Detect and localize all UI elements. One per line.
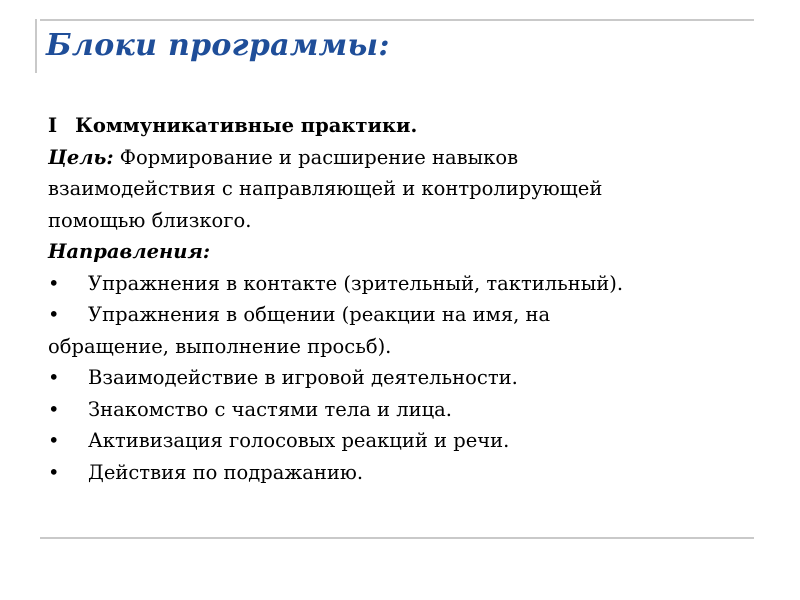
list-item: [48, 394, 768, 426]
goal-line-2: взаимодействия с направляющей и контролирующей: [48, 177, 603, 200]
bullet-icon: •: [48, 429, 60, 452]
list-item-text: Активизация голосовых реакций и речи.: [88, 429, 510, 452]
list-item: [48, 299, 768, 331]
section-heading-line: [48, 110, 768, 142]
list-item-text: Знакомство с частями тела и лица.: [88, 397, 452, 421]
section-heading: Коммуникативные практики.: [75, 114, 418, 137]
top-border-line: [40, 19, 754, 21]
list-item-text: Упражнения в контакте (зрительный, тактильный).: [88, 271, 624, 295]
list-item: [48, 268, 768, 300]
goal-text-1: Формирование и расширение навыков: [119, 145, 519, 169]
bullet-icon: •: [48, 303, 60, 326]
list-item: [48, 457, 768, 489]
list-item-continuation: обращение, выполнение просьб).: [48, 334, 392, 358]
list-item-text: Упражнения в общении (реакции на имя, на: [88, 303, 551, 326]
bullet-icon: •: [48, 460, 60, 484]
left-border-line: [35, 19, 37, 73]
bullet-icon: •: [48, 397, 60, 421]
list-item: [48, 425, 768, 457]
directions-label: Направления:: [48, 240, 211, 263]
goal-line-3: помощью близкого.: [48, 208, 252, 232]
slide-content: [48, 110, 768, 488]
goal-line-1: [48, 142, 768, 174]
goal-label: Цель:: [48, 145, 114, 169]
bullet-icon: •: [48, 271, 60, 295]
list-item-text: Действия по подражанию.: [88, 460, 364, 484]
list-item-text: Взаимодействие в игровой деятельности.: [88, 366, 518, 389]
bottom-border-line: [40, 537, 754, 539]
slide-title: Блоки программы:: [46, 28, 390, 63]
section-numeral: I: [48, 114, 58, 137]
bullet-icon: •: [48, 366, 60, 389]
list-item: [48, 362, 768, 394]
